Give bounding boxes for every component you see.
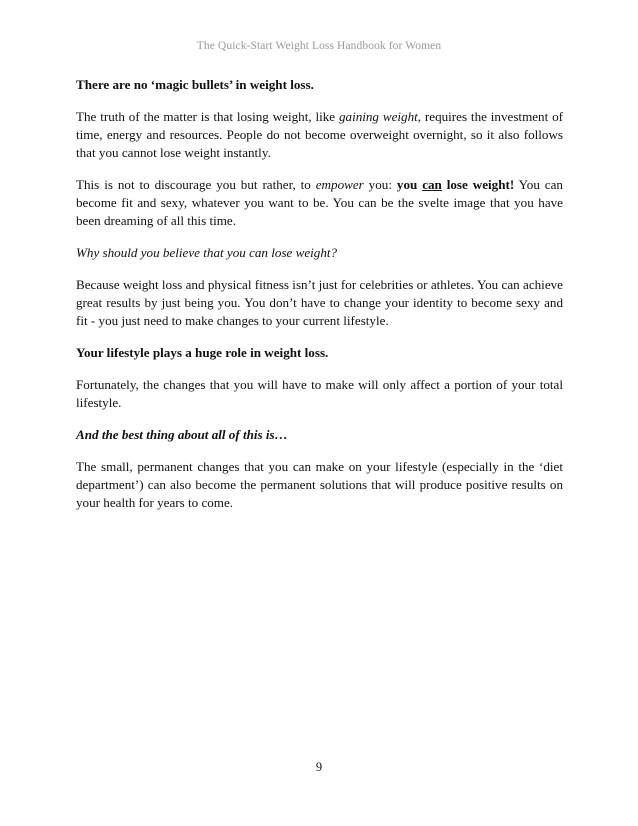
emphasis-gaining-weight: gaining weight [338,109,418,124]
question-why-believe: Why should you believe that you can lose weight? [76,245,338,260]
emphasis-empower: empower [315,177,364,192]
paragraph-truth-of-matter [76,108,563,162]
strong-underlined-can: can [422,177,442,192]
strong-you: you [396,177,423,192]
paragraph-small-changes: The small, permanent changes that you can make on your lifestyle (especially in the ‘diet department’) can also become the permanent solutions that will produce positive results on your health for years to come. [76,459,563,510]
paragraph-text: You can become fit and sexy, whatever you want to be. You can be the svelte image that you have been dreaming of all this time. [76,177,563,228]
paragraph-text: , requires the investment of time, energy and resources. People do not become overweight overnight, so it also follows that you cannot lose weight instantly. [76,109,564,160]
paragraph-text: you: [363,177,397,192]
heading-lifestyle-role: Your lifestyle plays a huge role in weight loss. [76,345,329,360]
paragraph-because: Because weight loss and physical fitness isn’t just for celebrities or athletes. You can achieve great results by just being you. You don’t have to change your identity to become sexy and fit - you just need to make changes to your current lifestyle. [76,277,563,328]
strong-lose-weight: lose weight! [441,177,515,192]
paragraph-text: This is not to discourage you but rather, to [76,177,316,192]
page-number: 9 [315,760,323,774]
running-header: The Quick-Start Weight Loss Handbook for Women [196,40,442,52]
paragraph-empower [76,176,563,230]
paragraph-fortunately: Fortunately, the changes that you will have to make will only affect a portion of your total lifestyle. [76,377,563,410]
paragraph-text: The truth of the matter is that losing weight, like [76,109,339,124]
heading-no-magic-bullets: There are no ‘magic bullets’ in weight loss. [76,77,314,92]
page-body [76,76,563,526]
heading-best-thing: And the best thing about all of this is… [76,427,288,442]
